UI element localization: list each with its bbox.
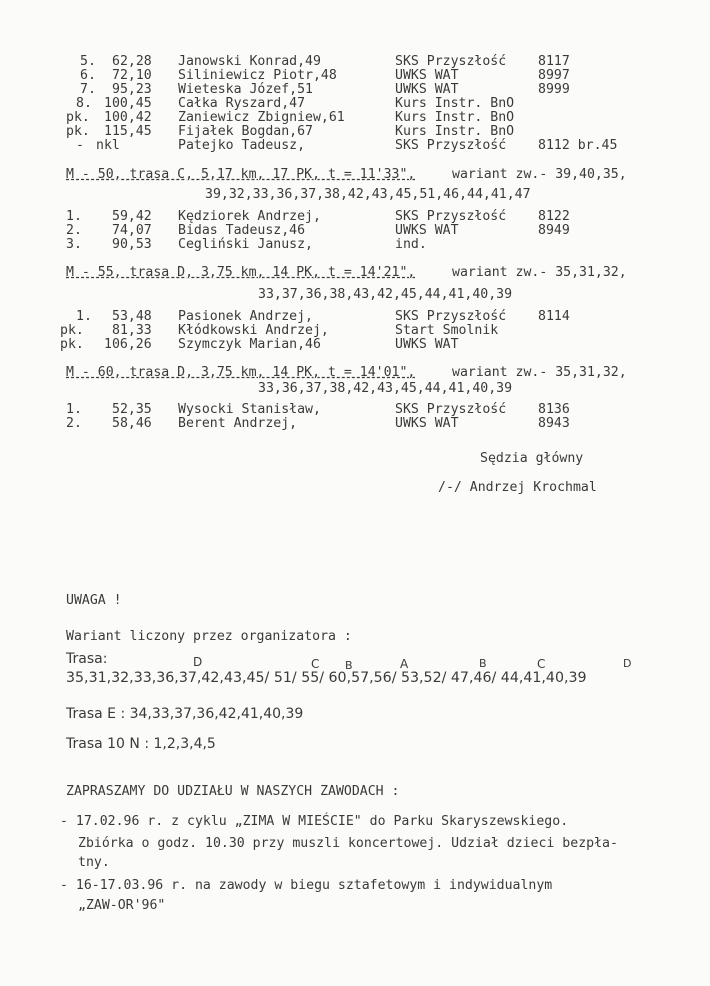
category-header: M - 55, trasa D, 3,75 km, 14 PK, t = 14'21", xyxy=(66,265,416,280)
club: Start Smolnik xyxy=(395,323,499,338)
club: SKS Przyszłość xyxy=(395,209,507,224)
place: 2. xyxy=(66,416,82,431)
competitor-name: Patejko Tadeusz, xyxy=(178,138,306,153)
route-letter: C xyxy=(537,657,546,671)
time: 62,28 xyxy=(112,54,152,69)
variant-label: wariant zw.- 35,31,32, xyxy=(452,265,627,280)
place: 1. xyxy=(66,402,82,417)
competitor-name: Zaniewicz Zbigniew,61 xyxy=(178,110,345,125)
route-letter: D xyxy=(623,657,632,670)
variant-continuation: 33,36,37,38,42,43,45,44,41,40,39 xyxy=(258,381,513,396)
variant-label: wariant zw.- 35,31,32, xyxy=(452,365,627,380)
licence-number: 8943 xyxy=(538,416,570,431)
time: 100,42 xyxy=(104,110,152,125)
competitor-name: Wieteska Józef,51 xyxy=(178,82,313,97)
note-intro: Wariant liczony przez organizatora : xyxy=(66,629,352,644)
time: 58,46 xyxy=(112,416,152,431)
competitor-name: Fijałek Bogdan,67 xyxy=(178,124,313,139)
place: pk. xyxy=(60,323,84,338)
licence-number: 8999 xyxy=(538,82,570,97)
place: pk. xyxy=(60,337,84,352)
route-letter: C xyxy=(311,657,320,671)
place: pk. xyxy=(66,110,90,125)
competitor-name: Janowski Konrad,49 xyxy=(178,54,321,69)
time: 52,35 xyxy=(112,402,152,417)
place: 6. xyxy=(80,68,96,83)
club: Kurs Instr. BnO xyxy=(395,124,515,139)
time: 72,10 xyxy=(112,68,152,83)
invite-item-line: - 17.02.96 r. z cyklu „ZIMA W MIEŚCIE" do Parku Skaryszewskiego. xyxy=(60,814,569,829)
place: 2. xyxy=(66,223,82,238)
licence-number: 8997 xyxy=(538,68,570,83)
invite-item-line: Zbiórka o godz. 10.30 przy muszli koncertowej. Udział dzieci bezpła- xyxy=(78,836,618,851)
competitor-name: Cegliński Janusz, xyxy=(178,237,313,252)
time: 115,45 xyxy=(104,124,152,139)
time: 53,48 xyxy=(112,309,152,324)
time: nkl xyxy=(96,138,120,153)
place: 5. xyxy=(80,54,96,69)
club: SKS Przyszłość xyxy=(395,309,507,324)
licence-number: 8112 br.45 xyxy=(538,138,618,153)
place: 7. xyxy=(80,82,96,97)
route-letter: D xyxy=(193,655,203,669)
judge-signature: /-/ Andrzej Krochmal xyxy=(438,480,597,495)
category-header: M - 50, trasa C, 5,17 km, 17 PK, t = 11'33", xyxy=(66,167,416,182)
time: 74,07 xyxy=(112,223,152,238)
time: 95,23 xyxy=(112,82,152,97)
route-letter: B xyxy=(479,657,487,670)
place: pk. xyxy=(66,124,90,139)
time: 106,26 xyxy=(104,337,152,352)
club: Kurs Instr. BnO xyxy=(395,110,515,125)
competitor-name: Berent Andrzej, xyxy=(178,416,298,431)
place: 1. xyxy=(66,209,82,224)
club: UWKS WAT xyxy=(395,416,459,431)
club: UWKS WAT xyxy=(395,68,459,83)
invite-item-line: „ZAW-OR'96" xyxy=(78,898,166,913)
competitor-name: Całka Ryszard,47 xyxy=(178,96,306,111)
place: 8. xyxy=(76,96,92,111)
time: 59,42 xyxy=(112,209,152,224)
place: 3. xyxy=(66,237,82,252)
club: UWKS WAT xyxy=(395,82,459,97)
time: 90,53 xyxy=(112,237,152,252)
place: - xyxy=(76,138,84,153)
variant-continuation: 33,37,36,38,43,42,45,44,41,40,39 xyxy=(258,287,513,302)
judge-title: Sędzia główny xyxy=(480,451,584,466)
trasa-10n: Trasa 10 N : 1,2,3,4,5 xyxy=(66,736,216,752)
licence-number: 8949 xyxy=(538,223,570,238)
club: UWKS WAT xyxy=(395,223,459,238)
time: 100,45 xyxy=(104,96,152,111)
licence-number: 8114 xyxy=(538,309,570,324)
club: SKS Przyszłość xyxy=(395,402,507,417)
trasa-e: Trasa E : 34,33,37,36,42,41,40,39 xyxy=(66,706,304,722)
category-header: M - 60, trasa D, 3,75 km, 14 PK, t = 14'01", xyxy=(66,365,416,380)
club: SKS Przyszłość xyxy=(395,138,507,153)
place: 1. xyxy=(76,309,92,324)
competitor-name: Kędziorek Andrzej, xyxy=(178,209,321,224)
licence-number: 8136 xyxy=(538,402,570,417)
variant-label: wariant zw.- 39,40,35, xyxy=(452,167,627,182)
route-letter: A xyxy=(400,657,409,671)
invite-item-line: - 16-17.03.96 r. na zawody w biegu sztafetowym i indywidualnym xyxy=(60,878,553,893)
competitor-name: Pasionek Andrzej, xyxy=(178,309,313,324)
club: SKS Przyszłość xyxy=(395,54,507,69)
club: ind. xyxy=(395,237,427,252)
club: Kurs Instr. BnO xyxy=(395,96,515,111)
invite-heading: ZAPRASZAMY DO UDZIAŁU W NASZYCH ZAWODACH : xyxy=(66,784,400,799)
licence-number: 8122 xyxy=(538,209,570,224)
competitor-name: Szymczyk Marian,46 xyxy=(178,337,321,352)
competitor-name: Siliniewicz Piotr,48 xyxy=(178,68,337,83)
competitor-name: Kłódkowski Andrzej, xyxy=(178,323,329,338)
competitor-name: Bidas Tadeusz,46 xyxy=(178,223,306,238)
route-line: 35,31,32,33,36,37,42,43,45/ 51/ 55/ 60,57,56/ 53,52/ 47,46/ 44,41,40,39 xyxy=(66,670,587,686)
invite-item-line: tny. xyxy=(78,855,110,870)
route-letter: B xyxy=(345,659,353,672)
competitor-name: Wysocki Stanisław, xyxy=(178,402,321,417)
variant-continuation: 39,32,33,36,37,38,42,43,45,51,46,44,41,47 xyxy=(205,187,531,202)
trasa-label: Trasa: xyxy=(66,651,108,667)
club: UWKS WAT xyxy=(395,337,459,352)
licence-number: 8117 xyxy=(538,54,570,69)
note-heading: UWAGA ! xyxy=(66,593,122,608)
time: 81,33 xyxy=(112,323,152,338)
